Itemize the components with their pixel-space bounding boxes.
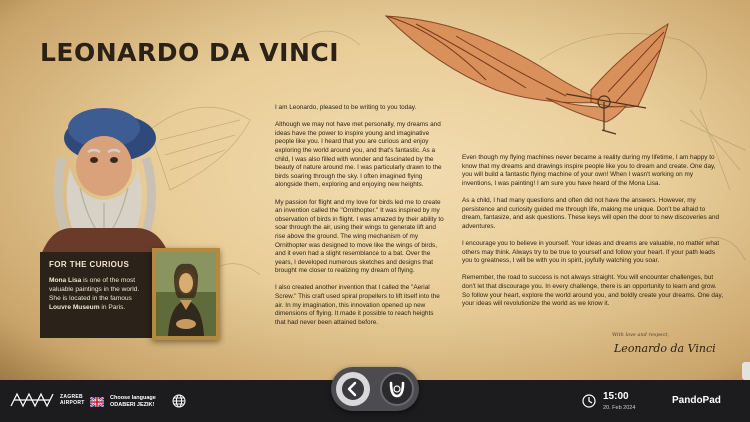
curious-text-bold-2: Louvre Museum <box>49 304 100 311</box>
airport-logo <box>10 392 85 408</box>
letter-paragraph: I am Leonardo, pleased to be writing to you today. <box>275 104 417 111</box>
clock-icon <box>582 394 596 408</box>
curious-text-bold-1: Mona Lisa <box>49 277 82 284</box>
page-title: LEONARDO DA VINCI <box>40 38 340 67</box>
curious-text-2: is one of the most valuable paintings in the world. She is located in the famous <box>49 277 140 302</box>
horseshoe-icon <box>382 374 412 404</box>
airport-line-1: ZAGREB <box>60 394 83 400</box>
clock-time: 15:00 <box>603 391 629 402</box>
language-selector[interactable] <box>110 395 156 409</box>
letter-column-2 <box>462 154 724 317</box>
letter-paragraph: Remember, the road to success is not always straight. You will encounter challenges, but don't let that discourage you. In every challenge, there is an opportunity to learn and grow. So follow your heart, explore the world around you, and boldly create your dreams. One day, your ideas will revolutionize the world as we know it. <box>462 274 723 308</box>
back-arrow-icon <box>336 372 370 406</box>
letter-paragraph: My passion for flight and my love for birds led me to create an invention called the "Ornithopter." It was inspired by my observation of birds in flight. I was amazed by their ability to soar through the air, using their wings to generate lift and rise above the ground. The wing mechanism of my Ornithopter was designed to move like the wings of birds, and it even had a slight resemblance to a bat. Over the years, I developed numerous sketches and designs that brought me closer to realizing my dream of flying. <box>275 198 444 275</box>
clock-date: 20. Feb 2024 <box>603 405 636 411</box>
navigation-pill <box>331 367 419 411</box>
airport-line-2: AIRPORT <box>60 400 85 406</box>
home-button[interactable] <box>380 372 414 406</box>
globe-icon[interactable] <box>172 394 186 408</box>
back-button[interactable] <box>336 372 370 406</box>
letter-column-1 <box>275 104 445 336</box>
mona-lisa-painting <box>152 248 220 340</box>
letter-paragraph: Although we may not have met personally, my dreams and ideas have the power to inspire young and imaginative people like you. I heard that you are curious and enjoy exploring the world around you, and that's fantastic. As a child, I was also filled with wonder and fascinated by the beauty of nature around me. I was particularly drawn to the birds soaring through the sky. I often imagined flying alongside them, exploring and enjoying new heights. <box>275 121 442 189</box>
leonardo-portrait <box>40 88 170 258</box>
letter-paragraph: I encourage you to believe in yourself. Your ideas and dreams are valuable, no matter what others may think. Always try to be true to yourself and follow your heart. If your path leads you to greatness, I will be with you in spirit, joyfully watching you soar. <box>462 239 720 265</box>
language-label-hr: ODABERI JEZIK! <box>110 402 155 408</box>
letter-signature: Leonardo da Vinci <box>614 342 716 355</box>
language-label: Choose language <box>110 395 156 401</box>
curious-text-4: in Paris. <box>99 304 126 311</box>
letter-paragraph: As a child, I had many questions and often did not have the answers. However, my persistence and curiosity guided me through life, making me unique. Don't be afraid to dream, fantasize, and ask questions. These keys will open the door to new discoveries and adventures. <box>462 196 720 230</box>
letter-paragraph: Even though my flying machines never became a reality during my lifetime, I am happy to know that my dreams and drawings inspire people like you to dream and create. One day, you will build a fantastic flying machine of your own! When I wasn't working on my inventions, I was painting! I am sure you have heard of the Mona Lisa. <box>462 154 716 187</box>
letter-signoff: With love and respect, <box>612 332 669 338</box>
airport-name <box>60 394 85 406</box>
curious-text <box>49 276 150 312</box>
for-the-curious-box <box>40 252 158 338</box>
curious-heading: FOR THE CURIOUS <box>49 260 130 269</box>
side-panel-handle[interactable] <box>742 362 750 380</box>
airport-logo-icon <box>10 392 56 408</box>
letter-paragraph: I also created another invention that I called the "Aerial Screw." This craft used spiral propellers to lift itself into the air. In my imagination, this innovation opened up new dimensions of flying. It made it possible to reach heights that had never been attained before. <box>275 284 440 326</box>
uk-flag-icon[interactable] <box>90 397 104 407</box>
brand-logo: PandoPad <box>672 395 721 406</box>
